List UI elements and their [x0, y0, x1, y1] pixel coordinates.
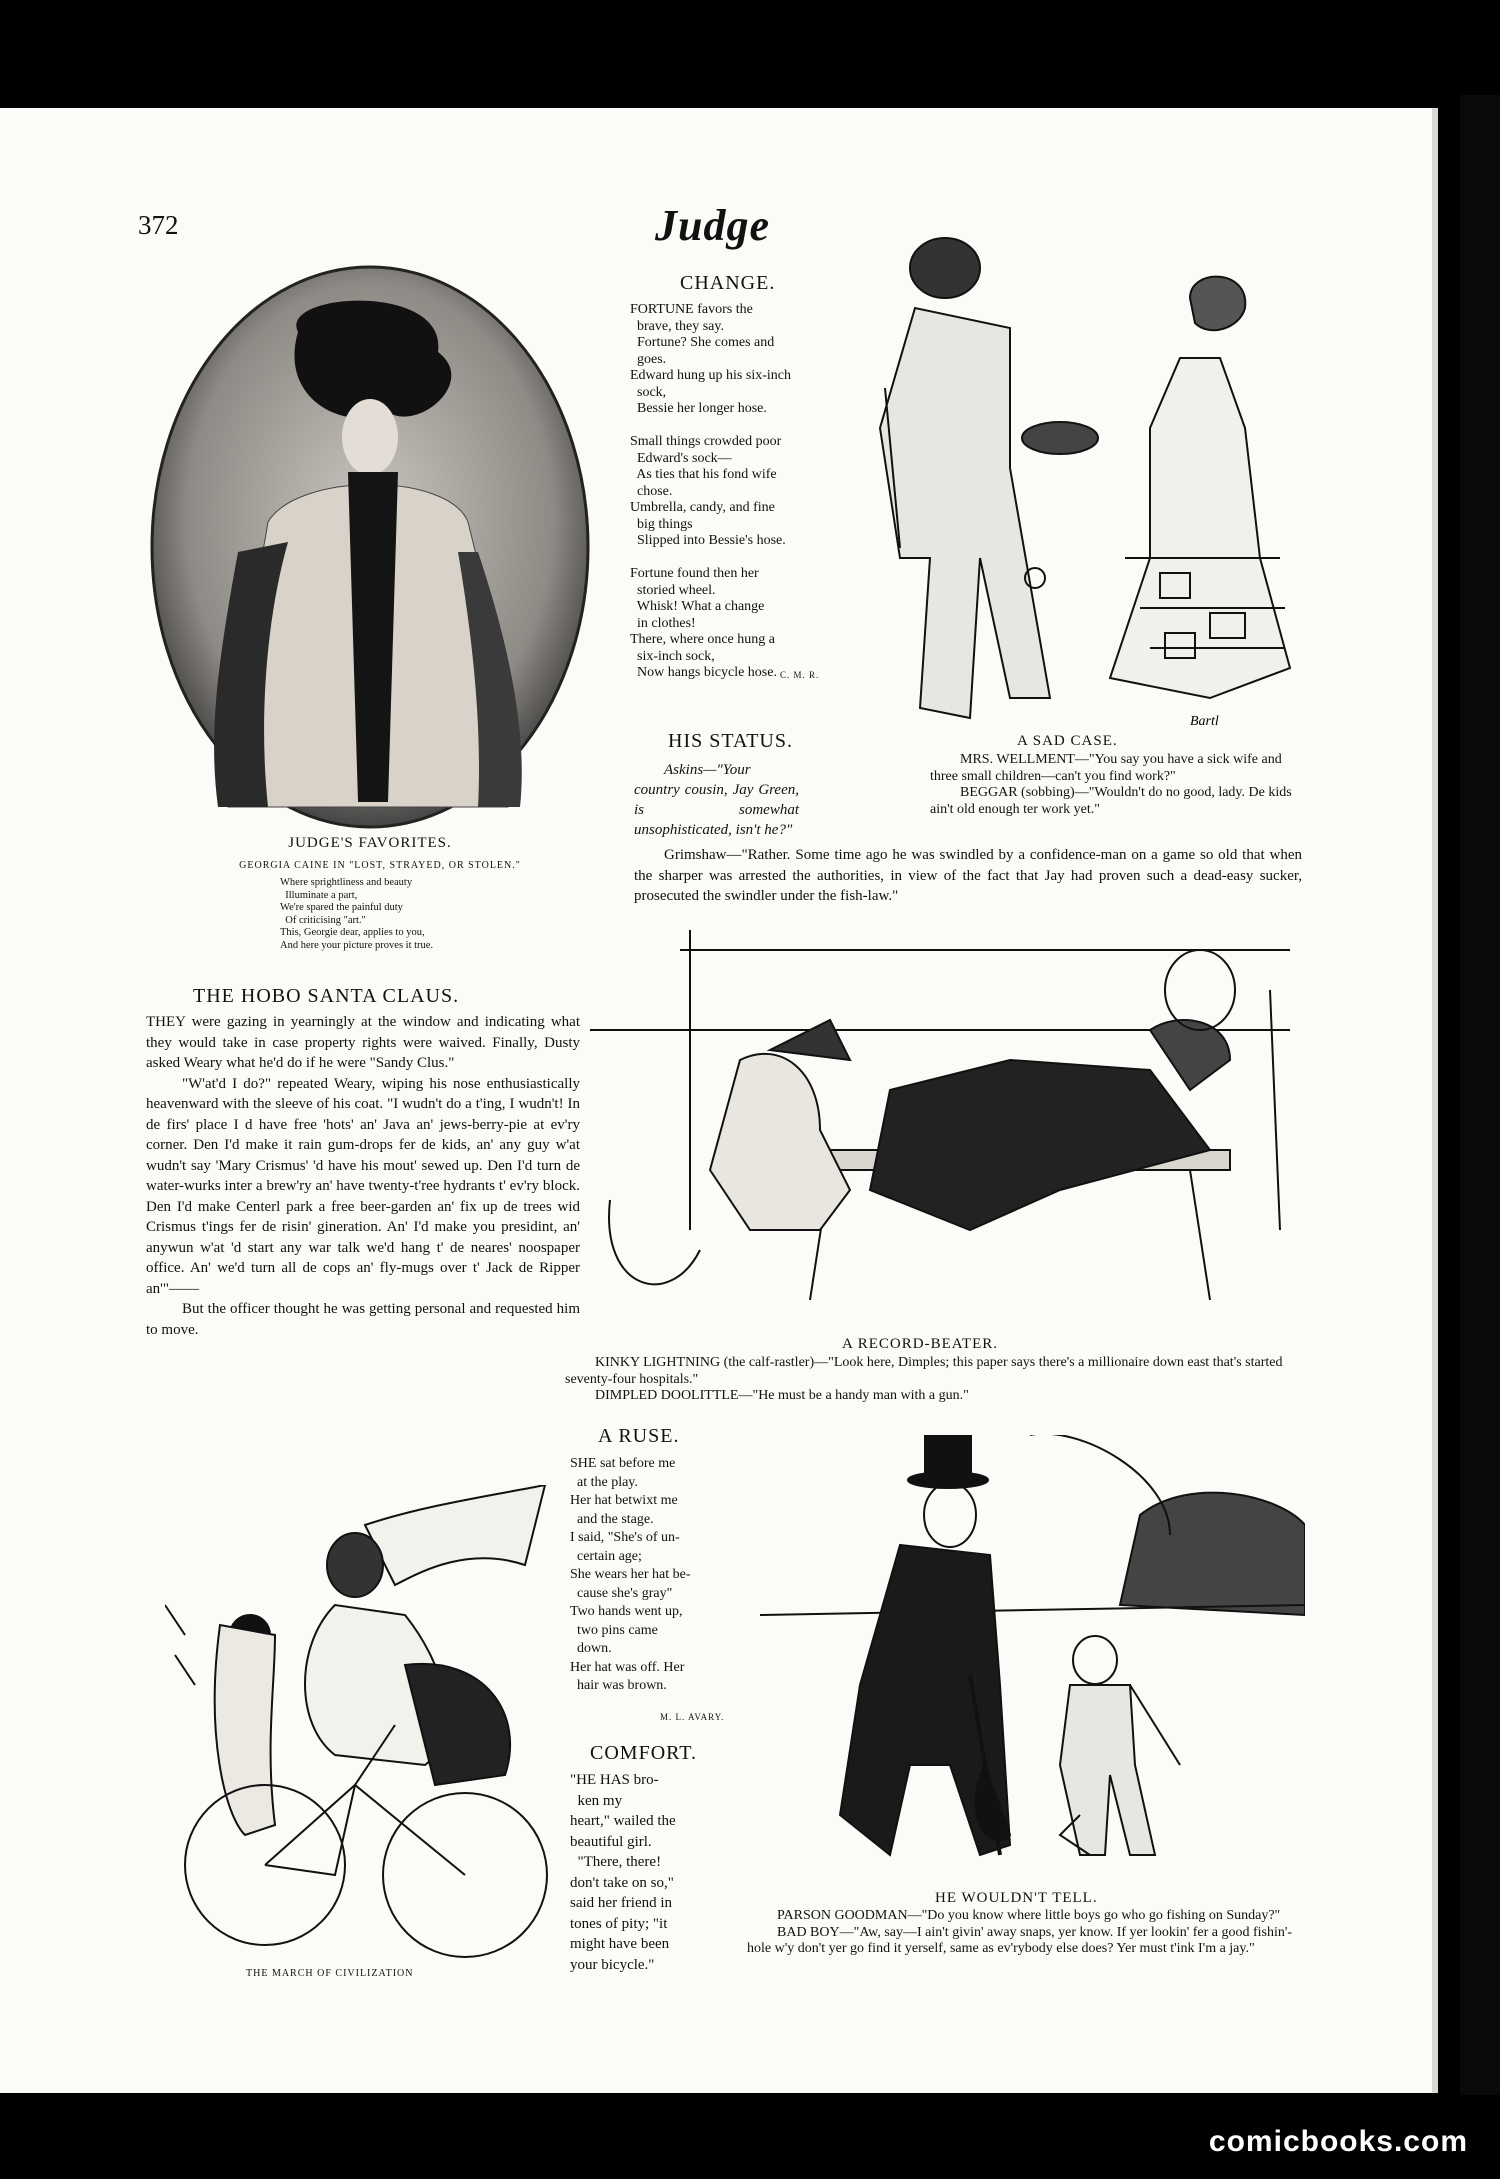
wouldnt-tell-line-1: PARSON GOODMAN—"Do you know where little boys go who go fishing on Sunday?": [777, 1908, 1281, 1923]
his-status-askins: [634, 760, 799, 840]
hobo-paragraph-3: But the officer thought he was getting personal and requested him to move.: [146, 1301, 580, 1338]
page-number: 372: [138, 210, 179, 240]
march-caption: THE MARCH OF CIVILIZATION: [246, 1968, 414, 1979]
sad-case-title: A SAD CASE.: [1017, 733, 1118, 749]
ruse-signature: M. L. AVARY.: [660, 1712, 725, 1722]
wouldnt-tell-title: HE WOULDN'T TELL.: [935, 1890, 1098, 1906]
comfort-verse: "HE HAS bro- ken my heart," wailed the beautiful girl. "There, there! don't take on so," said her friend in tones of pity; "it might have been your bicycle.": [570, 1772, 676, 1973]
record-beater-line-2: DIMPLED DOOLITTLE—"He must be a handy man with a gun.": [595, 1388, 969, 1403]
change-title: CHANGE.: [680, 272, 776, 294]
next-page-edge: [1460, 95, 1500, 2095]
ruse-title: A RUSE.: [598, 1425, 680, 1447]
his-status-title: HIS STATUS.: [668, 730, 793, 752]
hobo-paragraph-1: THEY were gazing in yearningly at the window and indicating what they would take in case property rights were waived. Finally, Dusty asked Weary what he'd do if he were "Sandy Clus.": [146, 1014, 580, 1071]
his-status-grimshaw-line: Grimshaw—"Rather. Some time ago he was swindled by a confidence-man on a game so old that when the sharper was arrested the authorities, in view of the fact that Jay had proven such a dead-easy sucker, prosecuted the swindler under the fish-law.": [634, 847, 1302, 904]
record-beater-title: A RECORD-BEATER.: [842, 1336, 999, 1352]
favorites-title: JUDGE'S FAVORITES.: [288, 835, 452, 851]
change-verse: FORTUNE favors the brave, they say. Fortune? She comes and goes. Edward hung up his six-inch sock, Bessie her longer hose. Small things crowded poor Edward's sock— As ties that his fond wife chose. Umbrella, candy, and fine big things Slipped into Bessie's hose. Fortune found then her storied wheel. Whisk! What a change in clothes! There, where once hung a six-inch sock, Now hangs bicycle hose.: [630, 302, 791, 680]
page-edge: [1432, 108, 1438, 2093]
sad-case-artist: Bartl: [1190, 714, 1219, 729]
hobo-paragraph-2: "W'at'd I do?" repeated Weary, wiping his nose enthusiastically heavenward with the sleeve of his coat. "I wudn't do a t'ing, I wudn't! In de firs' place I d have free 'hots' an' Java an' jews-berry-pie at ev'ry corner. Den I'd make it rain gum-drops fer de kids, an' any guy w'at wudn't say 'Mary Crismus' 'd have his mout' sewed up. Den I'd turn de water-wurks inter a brew'ry an' have twenty-t'ree hydrants t' ev'ry block. Den I'd make Centerl park a free beer-garden an' fix up de trees wid Crismus t'ings fer de risin' gineration. An' I'd make you presidint, an' anywun w'at 'd start any war talk we'd hang t' de neares' noospaper office. An' we'd turn all de cops an' fly-mugs over t' Jack de Ripper an'"——: [146, 1075, 580, 1297]
favorites-verse: Where sprightliness and beauty Illuminate a part, We're spared the painful duty Of criticising "art." This, Georgie dear, applies to you, And here your picture proves it true.: [280, 877, 434, 951]
sad-case-illustration: [860, 228, 1300, 733]
wouldnt-tell-illustration: [760, 1435, 1305, 1885]
ruse-verse: SHE sat before me at the play. Her hat betwixt me and the stage. I said, "She's of un- certain age; She wears her hat be- cause she's gray" Two hands went up, two pins came down. Her hat was off. Her hair was brown.: [570, 1456, 691, 1693]
sad-case-line-1: MRS. WELLMENT—"You say you have a sick wife and three small children—can't you find work?": [930, 752, 1282, 784]
comfort-title: COMFORT.: [590, 1742, 698, 1764]
sad-case-line-2: BEGGAR (sobbing)—"Wouldn't do no good, lady. De kids ain't old enough ter work yet.": [930, 785, 1292, 817]
march-of-civilization-illustration: [165, 1485, 565, 1965]
record-beater-text: [565, 1355, 1307, 1405]
masthead-logo: Judge: [655, 201, 770, 250]
hobo-article: [146, 1012, 580, 1340]
record-beater-illustration: [590, 930, 1308, 1325]
change-signature: C. M. R.: [780, 670, 820, 680]
wouldnt-tell-line-2: BAD BOY—"Aw, say—I ain't givin' away snaps, yer know. If yer lookin' fer a good fishin'-hole w'y don't yer go find it yerself, same as ev'rybody else does? Yer must t'ink I'm a jay.": [747, 1924, 1293, 1956]
sad-case-text: [930, 752, 1300, 818]
hobo-title: THE HOBO SANTA CLAUS.: [193, 985, 460, 1007]
record-beater-line-1: KINKY LIGHTNING (the calf-rastler)—"Look here, Dimples; this paper says there's a millionaire down east that's started seventy-four hospitals.": [565, 1355, 1283, 1387]
wouldnt-tell-text: [747, 1908, 1305, 1958]
watermark: comicbooks.com: [1208, 2125, 1468, 2158]
portrait-photo: [148, 262, 593, 832]
favorites-subtitle: GEORGIA CAINE IN "LOST, STRAYED, OR STOLEN.": [239, 860, 521, 871]
his-status-askins-line: Askins—"Your country cousin, Jay Green, is somewhat unsophisticated, isn't he?": [634, 762, 799, 838]
his-status-grimshaw: [634, 845, 1302, 907]
